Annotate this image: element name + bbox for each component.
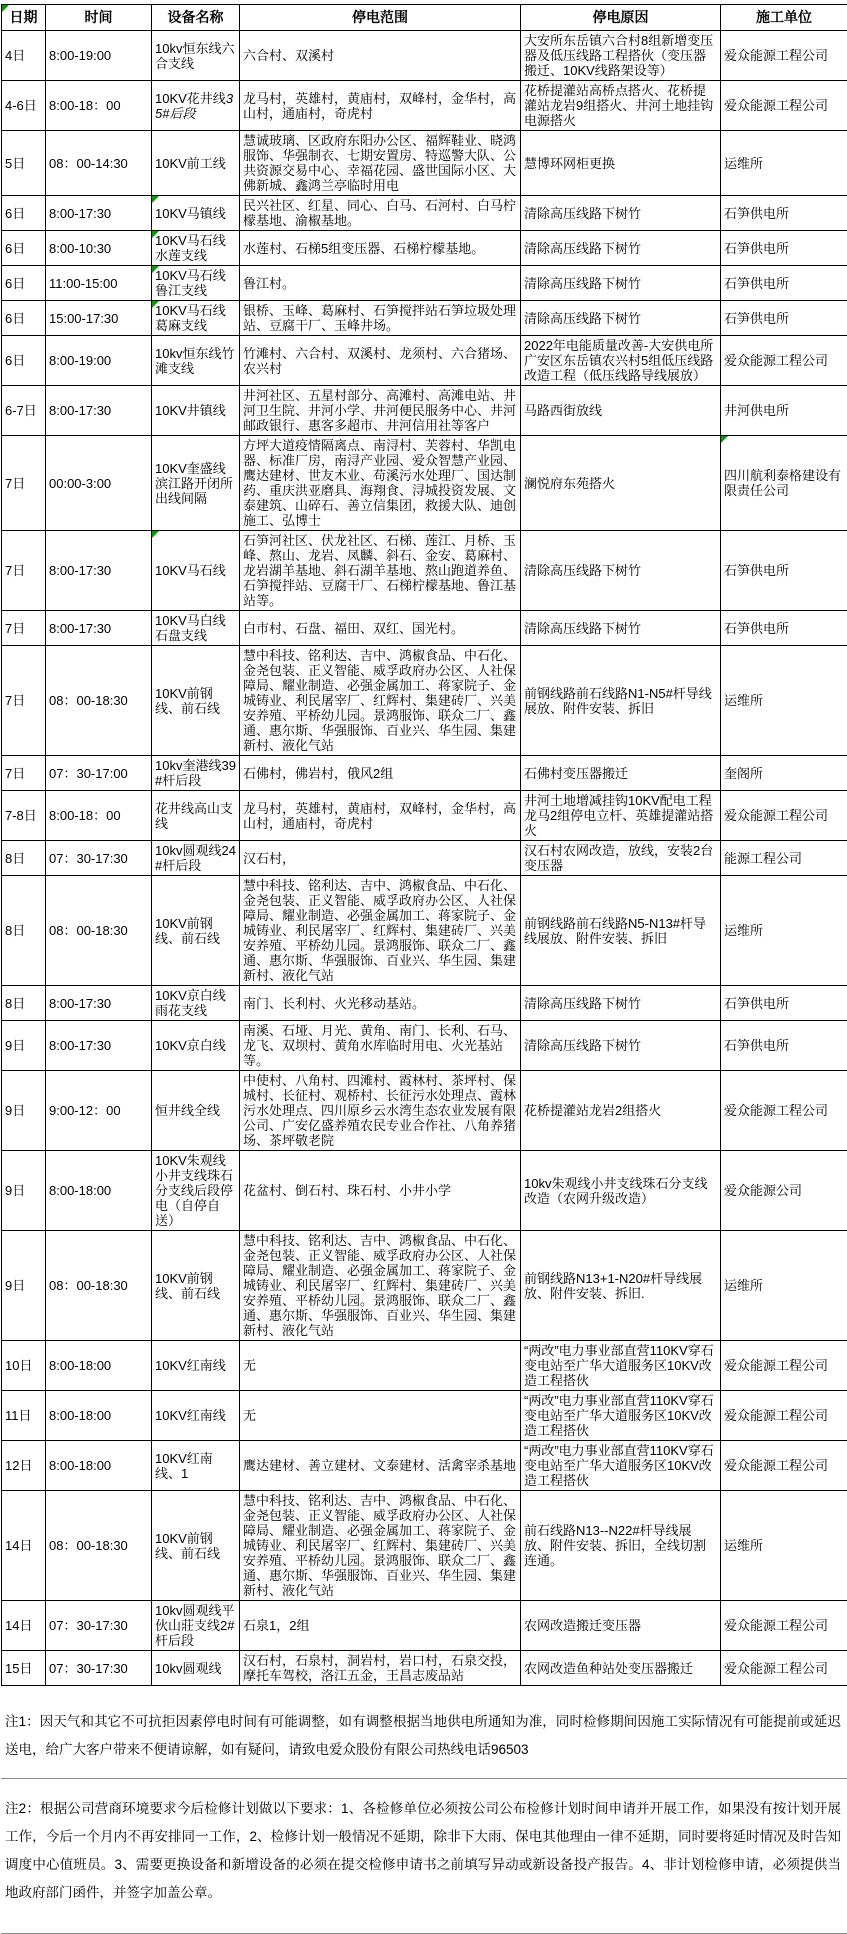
- table-row: [2, 1341, 847, 1391]
- cell-equip: 10kv圆观线24#杆后段: [152, 841, 240, 876]
- cell-range: 鹰达建材、善立建材、文泰建材、活禽宰杀基地: [240, 1441, 521, 1491]
- note-2: 注2：根据公司营商环境要求今后检修计划做以下要求：1、各检修单位必须按公司公布检修计划时间申请并开展工作，如果没有按计划开展工作，今后一个月内不再安排同一工作，2、检修计划一般情况不延期，除非下大雨、保电其他理由一律不延期，同时要将延时情况及时告知调度中心值班员。3、需要更换设备和新增设备的必须在提交检修申请书之前填写异动或新设备投产报告。4、非计划检修申请，必须提供当地政府部门函件，并签字加盖公章。: [5, 1795, 841, 1907]
- cell-reason: 马路西街放线: [521, 386, 721, 436]
- cell-time: 08：00-18:30: [46, 1491, 152, 1601]
- cell-unit: 爱众能源工程公司: [721, 336, 847, 386]
- cell-range: 井河社区、五星村部分、高滩村、高滩电站、井河卫生院、井河小学、井河便民服务中心、井河邮政银行、惠客多超市、井河信用社等客户: [240, 386, 521, 436]
- cell-reason: 农网改造鱼种站处变压器搬迁: [521, 1651, 721, 1686]
- cell-unit: 四川航利泰格建设有限责任公司: [721, 436, 847, 531]
- cell-unit: 爱众能源工程公司: [721, 1391, 847, 1441]
- cell-equip: [152, 81, 240, 131]
- cell-date: 5日: [2, 131, 46, 196]
- cell-equip: 10kv奎港线39#杆后段: [152, 756, 240, 791]
- cell-range: 六合村、双溪村: [240, 31, 521, 81]
- cell-time: 8:00-17:30: [46, 986, 152, 1021]
- table-header: [2, 5, 847, 31]
- header-cell-range: 停电范围: [240, 5, 521, 31]
- cell-unit: 运维所: [721, 646, 847, 756]
- cell-reason: 石佛村变压器搬迁: [521, 756, 721, 791]
- cell-reason: “两改”电力事业部直营110KV穿石变电站至广华大道服务区10KV改造工程搭伙: [521, 1391, 721, 1441]
- cell-time: 08：00-18:30: [46, 876, 152, 986]
- table-row: [2, 436, 847, 531]
- cell-date: 6日: [2, 336, 46, 386]
- cell-range: 中使村、八角村、四滩村、霞林村、茶坪村、保城村、长征村、观桥村、长征污水处理点、霞林污水处理点、四川原乡云水湾生态农业发展有限公司、广安亿盛养殖农民专业合作社、八角养猪场、茶坪敬老院: [240, 1071, 521, 1151]
- table-body: [2, 31, 847, 1686]
- cell-date: 7日: [2, 756, 46, 791]
- cell-date: 4-6日: [2, 81, 46, 131]
- cell-equip: 10KV马石线鲁江支线: [152, 266, 240, 301]
- cell-time: 07：30-17:30: [46, 1601, 152, 1651]
- cell-date: 9日: [2, 1021, 46, 1071]
- cell-time: 8:00-17:30: [46, 531, 152, 611]
- cell-range: 慧诚玻璃、区政府东阳办公区、福辉鞋业、晓鸿服饰、华强制衣、七期安置房、特巡警大队、公共资源交易中心、幸福花园、盛世国际小区、大佛新城、鑫鸿兰亭临时用电: [240, 131, 521, 196]
- cell-time: 8:00-19:00: [46, 336, 152, 386]
- cell-equip: 10KV奎盛线滨江路开闭所出线间隔: [152, 436, 240, 531]
- cell-date: 8日: [2, 841, 46, 876]
- cell-unit: 石笋供电所: [721, 531, 847, 611]
- cell-reason: 清除高压线路下树竹: [521, 1021, 721, 1071]
- cell-range: 鲁江村。: [240, 266, 521, 301]
- cell-range: 石泉1，2组: [240, 1601, 521, 1651]
- cell-reason: 慧博环网柜更换: [521, 131, 721, 196]
- notes-divider: [1, 1778, 847, 1779]
- header-cell-reason: 停电原因: [521, 5, 721, 31]
- equipment-name-part: 10KV花井线: [155, 91, 226, 106]
- cell-unit: 运维所: [721, 131, 847, 196]
- cell-unit: 爱众能源工程公司: [721, 791, 847, 841]
- cell-unit: 石笋供电所: [721, 986, 847, 1021]
- cell-range: 慧中科技、铭利达、吉中、鸿椒食品、中石化、金尧包装、正义智能、威孚政府办公区、人社保障局、耀业制造、必强金属加工、蒋家院子、金城铸业、利民屠宰厂、红辉村、集建砖厂、兴美安养殖、平桥幼儿园。景鸿服饰、联众二厂、鑫通、惠尔斯、华强服饰、百业兴、华生园、集建新村、液化气站: [240, 876, 521, 986]
- cell-comment-marker-icon: [152, 196, 159, 203]
- cell-time: 8:00-18:00: [46, 1151, 152, 1231]
- cell-equip: 花井线高山支线: [152, 791, 240, 841]
- cell-date: 11日: [2, 1391, 46, 1441]
- cell-reason: 前钢线路前石线路N5-N13#杆导线展放、附件安装、拆旧: [521, 876, 721, 986]
- cell-time: 9:00-12：00: [46, 1071, 152, 1151]
- cell-date: 6日: [2, 301, 46, 336]
- cell-date: 6日: [2, 196, 46, 231]
- table-row: [2, 1231, 847, 1341]
- cell-unit: 爱众能源工程公司: [721, 1071, 847, 1151]
- header-cell-unit: 施工单位: [721, 5, 847, 31]
- cell-reason: “两改”电力事业部直营110KV穿石变电站至广华大道服务区10KV改造工程搭伙: [521, 1341, 721, 1391]
- cell-date: 6日: [2, 266, 46, 301]
- table-row: [2, 1071, 847, 1151]
- cell-comment-marker-icon: [721, 436, 728, 443]
- cell-unit: 石笋供电所: [721, 196, 847, 231]
- cell-time: 8:00-19:00: [46, 31, 152, 81]
- cell-range: 龙马村，英雄村，黄庙村，双峰村，金华村，高山村，通庙村，奇虎村: [240, 791, 521, 841]
- cell-time: 08：00-18:30: [46, 646, 152, 756]
- cell-range: 石佛村，佛岩村，俄风2组: [240, 756, 521, 791]
- table-row: [2, 336, 847, 386]
- cell-range: 慧中科技、铭利达、吉中、鸿椒食品、中石化、金尧包装、正义智能、威孚政府办公区、人社保障局、耀业制造、必强金属加工、蒋家院子、金城铸业、利民屠宰厂、红辉村、集建砖厂、兴美安养殖、平桥幼儿园。景鸿服饰、联众二厂、鑫通、惠尔斯、华强服饰、百业兴、华生园、集建新村、液化气站: [240, 646, 521, 756]
- table-row: [2, 301, 847, 336]
- cell-equip: 10KV前钢线、前石线: [152, 1231, 240, 1341]
- table-row: [2, 876, 847, 986]
- cell-time: 8:00-17:30: [46, 196, 152, 231]
- cell-comment-marker-icon: [152, 231, 159, 238]
- cell-reason: 10kv朱观线小井支线珠石分支线改造（农网升级改造）: [521, 1151, 721, 1231]
- cell-reason: 前石线路N13--N22#杆导线展放、附件安装、拆旧，全线切割连通。: [521, 1491, 721, 1601]
- cell-reason: 井河土地增减挂钩10KV配电工程龙马2组停电立杆、英雄提灌站搭火: [521, 791, 721, 841]
- cell-range: 南门、长利村、火光移动基站。: [240, 986, 521, 1021]
- cell-date: 6-7日: [2, 386, 46, 436]
- cell-range: 石笋河社区、伏龙社区、石梯、莲江、月桥、玉峰、熬山、龙岩、凤麟、斜石、金安、葛麻村、龙岩湖羊基地、斜石湖羊基地、熬山跑道养鱼、石笋搅拌站、豆腐干厂、石梯柠檬基地、鲁江基站等。: [240, 531, 521, 611]
- cell-equip: 10KV红南线: [152, 1391, 240, 1441]
- cell-time: 11:00-15:00: [46, 266, 152, 301]
- table-row: [2, 1601, 847, 1651]
- cell-range: 龙马村，英雄村，黄庙村，双峰村，金华村，高山村，通庙村，奇虎村: [240, 81, 521, 131]
- cell-comment-marker-icon: [152, 301, 159, 308]
- cell-reason: 清除高压线路下树竹: [521, 531, 721, 611]
- cell-reason: 花桥提灌站龙岩2组搭火: [521, 1071, 721, 1151]
- cell-range: 慧中科技、铭利达、吉中、鸿椒食品、中石化、金尧包装、正义智能、威孚政府办公区、人社保障局、耀业制造、必强金属加工、蒋家院子、金城铸业、利民屠宰厂、红辉村、集建砖厂、兴美安养殖、平桥幼儿园。景鸿服饰、联众二厂、鑫通、惠尔斯、华强服饰、百业兴、华生园、集建新村、液化气站: [240, 1491, 521, 1601]
- cell-equip: 10KV红南线: [152, 1341, 240, 1391]
- cell-reason: 农网改造搬迁变压器: [521, 1601, 721, 1651]
- cell-date: 15日: [2, 1651, 46, 1686]
- cell-time: 07：30-17:00: [46, 756, 152, 791]
- cell-date: 14日: [2, 1491, 46, 1601]
- table-row: [2, 1151, 847, 1231]
- cell-time: 07：30-17:30: [46, 841, 152, 876]
- cell-equip: 10KV马石线水莲支线: [152, 231, 240, 266]
- equipment-name-italic-part: 35#后段: [155, 91, 233, 121]
- cell-unit: 爱众能源工程公司: [721, 1601, 847, 1651]
- table-row: [2, 1491, 847, 1601]
- table-row: [2, 81, 847, 131]
- notes-section: [1, 1686, 847, 1907]
- cell-unit: 奎阁所: [721, 756, 847, 791]
- cell-unit: 石笋供电所: [721, 611, 847, 646]
- cell-time: 8:00-10:30: [46, 231, 152, 266]
- cell-time: 08：00-18:30: [46, 1231, 152, 1341]
- cell-date: 7日: [2, 611, 46, 646]
- cell-range: 白市村、石盘、福田、双红、国光村。: [240, 611, 521, 646]
- table-row: [2, 31, 847, 81]
- table-row: [2, 1651, 847, 1686]
- cell-equip: 恒井线全线: [152, 1071, 240, 1151]
- cell-time: 08：00-14:30: [46, 131, 152, 196]
- cell-unit: 石笋供电所: [721, 301, 847, 336]
- cell-reason: 前钢线路前石线路N1-N5#杆导线展放、附件安装、拆旧: [521, 646, 721, 756]
- cell-date: 9日: [2, 1071, 46, 1151]
- cell-range: 方坪大道疫情隔离点、南浔村、芙蓉村、华凯电器、标准厂房，南浔产业园、爱众智慧产业园、鹰达建材、世友木业、苟溪污水处理厂、国达制药、重庆洪亚磨具、海翔食、浔城投资发展、文泰建筑、山碎石、善立信集团，救援大队、迪创施工、弘博士: [240, 436, 521, 531]
- cell-unit: 爱众能源工程公司: [721, 1341, 847, 1391]
- cell-unit: 运维所: [721, 1231, 847, 1341]
- cell-unit: 爱众能源工程公司: [721, 31, 847, 81]
- table-row: [2, 1391, 847, 1441]
- cell-equip: 10KV马石线: [152, 531, 240, 611]
- cell-range: 汉石村，石泉村，洞岩村，岩口村，石泉交投，摩托车驾校，洛江五金，王昌志废品站: [240, 1651, 521, 1686]
- cell-comment-marker-icon: [152, 266, 159, 273]
- cell-equip: 10KV马白线石盘支线: [152, 611, 240, 646]
- cell-date: 9日: [2, 1151, 46, 1231]
- table-row: [2, 131, 847, 196]
- cell-date: 10日: [2, 1341, 46, 1391]
- cell-date: 8日: [2, 876, 46, 986]
- note-1: 注1：因天气和其它不可抗拒因素停电时间有可能调整，如有调整根据当地供电所通知为准，同时检修期间因施工实际情况有可能提前或延迟送电，给广大客户带来不便请谅解，如有疑问，请致电爱众股份有限公司热线电话96503: [5, 1708, 841, 1764]
- cell-time: 8:00-18:00: [46, 1341, 152, 1391]
- cell-unit: 石笋供电所: [721, 266, 847, 301]
- cell-date: 12日: [2, 1441, 46, 1491]
- cell-date: 7日: [2, 646, 46, 756]
- cell-range: 水莲村、石梯5组变压器、石梯柠檬基地。: [240, 231, 521, 266]
- cell-unit: 爱众能源工程公司: [721, 81, 847, 131]
- cell-range: 民兴社区、红星、同心、白马、石河村、白马柠檬基地、渝椒基地。: [240, 196, 521, 231]
- table-row: [2, 196, 847, 231]
- cell-reason: 花桥提灌站高桥点搭火、花桥提灌站龙岩9组搭火、井河土地挂钩电源搭火: [521, 81, 721, 131]
- cell-date: 7-8日: [2, 791, 46, 841]
- cell-date: 7日: [2, 436, 46, 531]
- table-row: [2, 611, 847, 646]
- cell-date: 14日: [2, 1601, 46, 1651]
- cell-reason: 大安所东岳镇六合村8组新增变压器及低压线路工程搭伙（变压器搬迁、10KV线路架设等）: [521, 31, 721, 81]
- cell-equip: 10kv恒东线六合支线: [152, 31, 240, 81]
- table-header-row: [2, 5, 847, 31]
- cell-unit: 石笋供电所: [721, 231, 847, 266]
- cell-comment-marker-icon: [2, 5, 9, 12]
- cell-date: 8日: [2, 986, 46, 1021]
- table-row: [2, 231, 847, 266]
- cell-time: 8:00-17:30: [46, 611, 152, 646]
- cell-equip: 10KV京白线: [152, 1021, 240, 1071]
- cell-range: 汉石村，: [240, 841, 521, 876]
- cell-reason: 清除高压线路下树竹: [521, 986, 721, 1021]
- table-row: [2, 841, 847, 876]
- cell-unit: 运维所: [721, 1491, 847, 1601]
- cell-equip: 10KV前钢线、前石线: [152, 876, 240, 986]
- cell-time: 07：30-17:30: [46, 1651, 152, 1686]
- cell-reason: “两改”电力事业部直营110KV穿石变电站至广华大道服务区10KV改造工程搭伙: [521, 1441, 721, 1491]
- cell-unit: 石笋供电所: [721, 1021, 847, 1071]
- cell-equip: 10kv恒东线竹滩支线: [152, 336, 240, 386]
- cell-time: 8:00-18：00: [46, 81, 152, 131]
- cell-range: 花盆村、倒石村、珠石村、小井小学: [240, 1151, 521, 1231]
- cell-reason: 澜悦府东苑搭火: [521, 436, 721, 531]
- cell-time: 8:00-17:30: [46, 1021, 152, 1071]
- cell-reason: 清除高压线路下树竹: [521, 611, 721, 646]
- cell-range: 南溪、石垭、月光、黄角、南门、长利、石马、龙飞、双坝村、黄角水库临时用电、火光基站等。: [240, 1021, 521, 1071]
- table-row: [2, 986, 847, 1021]
- header-cell-time: 时间: [46, 5, 152, 31]
- cell-equip: 10KV朱观线小井支线珠石分支线后段停电（自停自送）: [152, 1151, 240, 1231]
- table-row: [2, 1441, 847, 1491]
- table-row: [2, 386, 847, 436]
- table-row: [2, 756, 847, 791]
- cell-reason: 清除高压线路下树竹: [521, 266, 721, 301]
- outage-table: [1, 4, 847, 1686]
- cell-reason: 清除高压线路下树竹: [521, 301, 721, 336]
- cell-reason: 汉石村农网改造，放线，安装2台变压器: [521, 841, 721, 876]
- cell-reason: 前钢线路N13+1-N20#杆导线展放、附件安装、拆旧.: [521, 1231, 721, 1341]
- cell-equip: 10KV京白线雨花支线: [152, 986, 240, 1021]
- cell-unit: 能源工程公司: [721, 841, 847, 876]
- cell-range: 银桥、玉峰、葛麻村、石笋搅拌站石笋垃圾处理站、豆腐干厂、玉峰井场。: [240, 301, 521, 336]
- cell-unit: 爱众能源工程公司: [721, 1651, 847, 1686]
- cell-equip: 10KV前钢线、前石线: [152, 1491, 240, 1601]
- header-cell-date: 日期: [2, 5, 46, 31]
- table-row: [2, 791, 847, 841]
- cell-time: 8:00-18：00: [46, 791, 152, 841]
- cell-range: 无: [240, 1341, 521, 1391]
- cell-equip: 10kv圆观线: [152, 1651, 240, 1686]
- cell-range: 无: [240, 1391, 521, 1441]
- cell-unit: 井河供电所: [721, 386, 847, 436]
- cell-time: 8:00-18:00: [46, 1391, 152, 1441]
- cell-range: 竹滩村、六合村、双溪村、龙须村、六合猪场、农兴村: [240, 336, 521, 386]
- table-row: [2, 266, 847, 301]
- cell-equip: 10KV马镇线: [152, 196, 240, 231]
- table-row: [2, 646, 847, 756]
- cell-equip: 10KV前工线: [152, 131, 240, 196]
- cell-unit: 爱众能源工程公司: [721, 1441, 847, 1491]
- cell-time: 8:00-17:30: [46, 386, 152, 436]
- cell-equip: 10KV井镇线: [152, 386, 240, 436]
- cell-time: 15:00-17:30: [46, 301, 152, 336]
- cell-reason: 清除高压线路下树竹: [521, 196, 721, 231]
- cell-date: 9日: [2, 1231, 46, 1341]
- cell-unit: 运维所: [721, 876, 847, 986]
- cell-time: 8:00-18:00: [46, 1441, 152, 1491]
- table-row: [2, 1021, 847, 1071]
- cell-date: 7日: [2, 531, 46, 611]
- header-cell-equip: 设备名称: [152, 5, 240, 31]
- cell-equip: 10kv圆观线平伙山莊支线2#杆后段: [152, 1601, 240, 1651]
- cell-equip: 10KV红南线、1: [152, 1441, 240, 1491]
- cell-reason: 2022年电能质量改善-大安供电所广安区东岳镇农兴村5组低压线路改造工程（低压线路导线展放）: [521, 336, 721, 386]
- cell-range: 慧中科技、铭利达、吉中、鸿椒食品、中石化、金尧包装、正义智能、威孚政府办公区、人社保障局、耀业制造、必强金属加工、蒋家院子、金城铸业、利民屠宰厂、红辉村、集建砖厂、兴美安养殖、平桥幼儿园。景鸿服饰、联众二厂、鑫通、惠尔斯、华强服饰、百业兴、华生园、集建新村、液化气站: [240, 1231, 521, 1341]
- cell-time: 00:00-3:00: [46, 436, 152, 531]
- cell-equip: 10KV前钢线、前石线: [152, 646, 240, 756]
- cell-equip: 10KV马石线葛麻支线: [152, 301, 240, 336]
- cell-date: 6日: [2, 231, 46, 266]
- cell-reason: 清除高压线路下树竹: [521, 231, 721, 266]
- cell-unit: 爱众能源公司: [721, 1151, 847, 1231]
- cell-date: 4日: [2, 31, 46, 81]
- cell-comment-marker-icon: [152, 531, 159, 538]
- table-row: [2, 531, 847, 611]
